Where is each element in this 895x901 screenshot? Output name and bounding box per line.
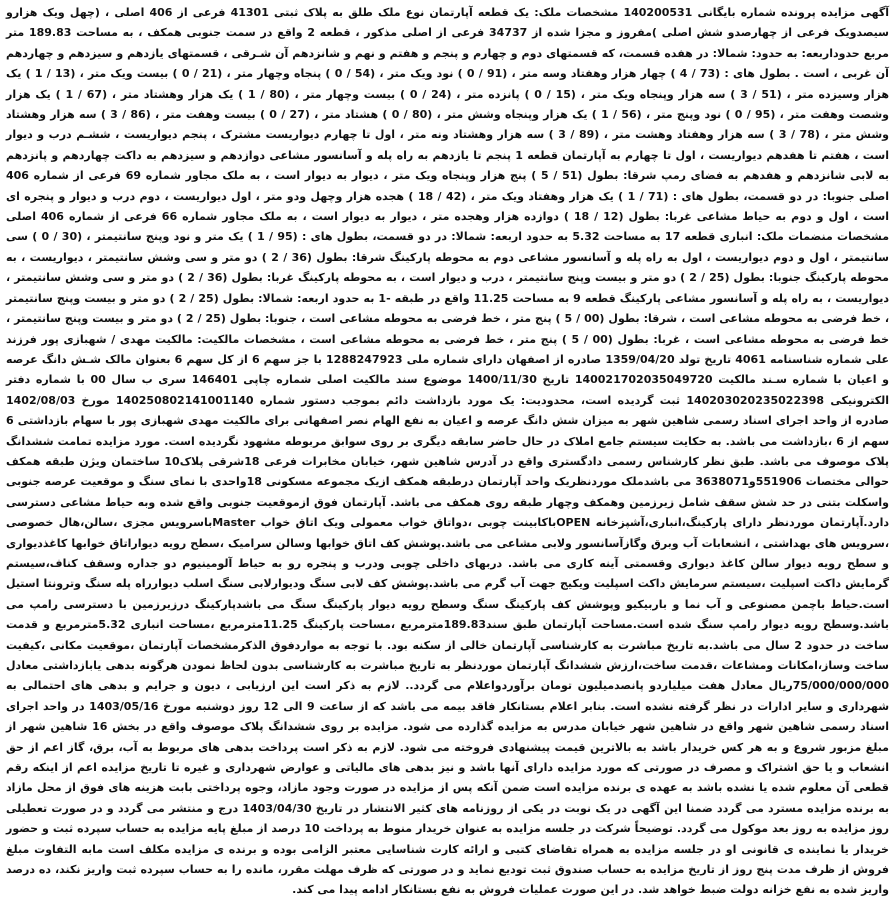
auction-notice-text: آگهی مزایده پرونده شماره بایگانی 140200531 مشخصات ملک: یک قطعه آپارتمان نوع ملک طلق به پلاک ثبتی 41301 فرعی از 406 اصلی ، (چهل ویک هزارو سیصدویک فرعی از چهارصدو شش اصلی )مفروز و مجزا شده از 34737 فرعی از اصلی مذکور ، قطعه 2 واقع در سمت جنوبی همکف ، به مساحت 189.83 متر مربع حدوداربعه: به حدود: شمالا: در هفده قسمت، که قسمتهای دوم و چهارم و پنجم و هفتم و نهم و شانزدهم آن شـرقی ، قسمتهای یازدهم و سیزدهم و چهاردهم آن غربی ، است . بطول های : (73 / 4 ) چهار هزار وهفتاد وسه متر ، (91 / 0 ) نود ویک متر ، (54 / 0 ) پنجاه وچهار متر ، (21 / 0 ) بیست ویک متر ، (13 / 1 ) یک هزار وسیزده متر ، (51 / 3 ) سه هزار وپنجاه ویک متر ، (15 / 0 ) پانزده متر ، (24 / 0 ) بیست وچهار متر ، (80 / 1 ) یک هزار وهشتاد متر ، (67 / 1 ) یک هزار وشصت وهفت متر ، (95 / 0 ) نود وپنج متر ، (56 / 1 ) یک هزار وپنجاه وشش متر ، (80 / 0 ) هشتاد متر ، (27 / 0 ) بیست وهفت متر ، (86 / 3 ) سه هزار وهشتاد وشش متر ، (78 / 3 ) سه هزار وهفتاد وهشت متر ، (89 / 3 ) سه هزار وهشتاد ونه متر ، اول تا چهارم دیواریست مشترک ، پنجم دیواریست ، ششـم درب و دیوار است ، هفتم تا هفدهم دیواریست ، اول تا چهارم به آپارتمان قطعه 1 پنجم تا یازدهم به راه پله و آسانسور مشاعی دوازدهم و سیزدهم به داکت چهاردهم و پانزدهم به لابی شانزدهم و هفدهم به فضای رمپ شرقا: بطول (51 / 5 ) پنج هزار وپنجاه ویک متر ، دیوار به دیوار است ، به ملک مجاور شماره 69 فرعی از شماره 406 اصلی جنوبا: در دو قسمت، بطول های : (71 / 1 ) یک هزار وهفتاد ویک متر ، (42 / 18 ) هجده هزار وچهل ودو متر ، اول دیواریست ، دوم درب و دیوار و پنجره ای است ، اول و دوم به حیاط مشاعی غربا: بطول (12 / 18 ) دوازده هزار وهجده متر ، دیوار به دیوار است ، به ملک مجاور شماره 66 فرعی از شماره 406 اصلی مشخصات منضمات ملک: انباری قطعه 17 به مساحت 5.32 به حدود اربعه: شمالا: در دو قسمت، بطول های : (95 / 1 ) یک متر و نود وپنج سانتیمتر ، (30 / 0 ) سی سانتیمتر ، اول و دوم دیواریست ، اول به راه پله و آسانسور مشاعی دوم به محوطه پارکینگ شرقا: بطول (36 / 2 ) دو متر و سی وشش سانتیمتر ، دیواریست ، به محوطه پارکینگ جنوبا: بطول (25 / 2 ) دو متر و بیست وپنج سانتیمتر ، درب و دیوار است ، به محوطه پارکینگ غربا: بطول (36 / 2 ) دو متر و سی وشش سانتیمتر ، دیواریست ، به راه پله و آسانسور مشاعی پارکینگ قطعه 9 به مساحت 11.25 واقع در طبقه -1 به حدود اربعه: شمالا: بطول (25 / 2 ) دو متر و بیست وپنج سانتیمتر ، خط فرضی به محوطه مشاعی است ، شرقا: بطول (00 / 5 ) پنج متر ، خط فرضی به محوطه مشاعی است ، جنوبا: بطول (25 / 2 ) دو متر و بیست وپنج سانتیمتر ، خط فرضی به محوطه مشاعی است ، غربا: بطول (00 / 5 ) پنج متر ، خط فرضی به محوطه مشاعی است ، مشخصات مالکیت: مالکیت مهدی / شهبازی پور فرزند علی شماره شناسنامه 4061 تاریخ تولد 1359/04/20 صادره از اصفهان دارای شماره ملی 1288247923 با جز سهم 6 از کل سهم 6 بعنوان مالک شـش دانگ عرصه و اعیان با شماره سـند مالکیت 140021702035049720 تاریخ 1400/11/30 موضوع سند مالکیت اصلی شماره چاپی 146401 سری ب سال 00 با شماره دفتر الکترونیکی 140203020235022398 ثبت گردیده است، محدودیت: یک مورد بازداشت دائم بموجب دستور شماره 140250802141001140 مورخ 1402/08/03 صادره از واحد اجرای اسناد رسمی شاهین شهر به میزان شش دانگ عرصه و اعیان به نفع الهام نصر اصفهانی برای مالکیت مهدی شهبازی پور با سهام بازداشتی 6 سهم از 6 ،بازداشت می باشد. به حکایت سیستم جامع املاک در حال حاضر سابقه دیگری بر روی سوابق مربوطه مشهود نگردیده است. مورد مزایده تمامت ششدانگ پلاک موصوف می باشد. طبق نظر کارشناس رسمی دادگستری واقع در آدرس شاهین شهر، خیابان مخابرات فرعی 18شرقی پلاک10 ساختمان ویژن طبقه همکف حوالی مختصات 551906و3638071 می باشدملک موردنظریک واحد آپارتمان درطبقه همکف ازیک مجموعه مسکونی 18واحدی با نمای سنگ و موقعیت عرصه جنوبی واسکلت بتنی در حد شش سقف شامل زیرزمین وهمکف وچهار طبقه روی همکف می باشد. آپارتمان فوق ازموقعیت جنوبی واقع شده وبه حیاط مشاعی دسترسی دارد.آپارتمان موردنظر دارای پارکینگ،انباری،آشپزخانه OPENباکابینت چوبی ،دواتاق خواب معمولی ویک اتاق خواب Masterباسرویس مجزی ،سالن،هال خصوصی ،سرویس های بهداشتی ، انشعابات آب وبرق وگازآسانسور ولابی مشاعی می باشد.پوشش کف اتاق خوابها وسالن سرامیک ،سطح رویه دیواراتاق خوابها کاغذدیواری و سطح رویه دیوار سالن کاغذ دیواری وقسمتی آینه کاری می باشد. دربهای داخلی چوبی ودرب و پنجره رو به حیاط آلومینیوم دو جداره وسقف کناف،سیستم گرمایش داکت اسپلیت ،سیستم سرمایش داکت اسپلیت ویکیج جهت آب گرم می باشد.پوشش کف لابی سنگ ودیوارلابی سنگ اسلب دیوارراه پله سنگ وترونتا استیل است.حیاط باچمن مصنوعی و آب نما و باربیکیو وپوشش کف پارکینگ سنگ وسطح رویه دیوار پارکینگ سنگ می باشدپارکینگ درزیرزمین با دسترسی رامپ می باشد.وسطح رویه دیوار رامپ سنگ شده است.مساحت آپارتمان طبق سند189.83مترمربع ،مساحت پارکینگ 11.25مترمربع ،مساحت انباری 5.32مترمربع و قدمت ساخت در حدود 2 سال می باشد.به تاریخ مباشرت به کارشناسی آپارتمان خالی از سکنه بود. با توجه به مواردفوق الذکرمشخصات آپارتمان ،موقعیت مکانی ،کیفیت ساخت وساز،امکانات ومشاعات ،قدمت ساخت،ارزش ششدانگ آپارتمان موردنظر به تاریخ مباشرت به کارشناسی بدون لحاظ نمودن هرگونه بدهی یابازداشتی معادل 75/000/000/000ریال معادل هفت میلیاردو پانصدمیلیون تومان برآوردواعلام می گردد.. لازم به ذکر است این ارزیابی ، دیون و جرایم و بدهی های احتمالی به شهرداری و سایر ادارات در نظر گرفته نشده است. بنابر اعلام بستانکار فاقد بیمه می باشد که از ساعت 9 الی 12 روز دوشنبه مورخ 1403/05/16 در واحد اجرای اسناد رسمی شاهین شهر واقع در شاهین شهر خیابان مدرس به مزایده گذارده می شود. مزایده بر روی ششدانگ پلاک موصوف واقع در بخش 16 شاهین شهر از مبلغ مزبور شروع و به هر کس خریدار باشد به بالاترین قیمت پیشنهادی فروخته می شود. لازم به ذکر است پرداخت بدهی های مربوط به آب، برق، گاز اعم از حق انشعاب و یا حق اشتراک و مصرف در صورتی که مورد مزایده دارای آنها باشد و نیز بدهی های مالیاتی و عوارض شهرداری و غیره تا تاریخ مزایده اعم از اینکه رقم قطعی آن معلوم شده یا نشده باشد به عهده ی برنده مزایده است ضمن آنکه پس از مزایده در صورت وجود مازاد، وجوه پرداختی بابت هزینه های فوق از محل مازاد به برنده مزایده مسترد می گردد ضمنا این آگهی در یک نوبت در یکی از روزنامه های کثیر الانتشار در تاریخ 1403/04/30 درج و منتشر می گردد و در صورت تعطیلی روز مزایده به روز بعد موکول می گردد. توضیحاً شرکت در جلسه مزایده به عنوان خریدار منوط به پرداخت 10 درصد از مبلغ پایه مزایده به حساب سپرده ثبت و حضور خریدار یا نماینده ی قانونی او در جلسه مزایده به همراه تقاضای کتبی و ارائه کارت شناسایی معتبر الزامی بوده و برنده ی مزایده مکلف است مابه التفاوت مبلغ فروش از ظرف مدت پنج روز از تاریخ مزایده به حساب صندوق ثبت تودیع نماید و در صورتی که ظرف مهلت مقرر، مانده را به حساب سپرده ثبت واریز نکند، ده درصد واریز شده به نفع خزانه دولت ضبط خواهد شد. در این صورت عملیات فروش به نفع بستانکار ادامه پیدا می کند. (6, 6, 890, 897)
